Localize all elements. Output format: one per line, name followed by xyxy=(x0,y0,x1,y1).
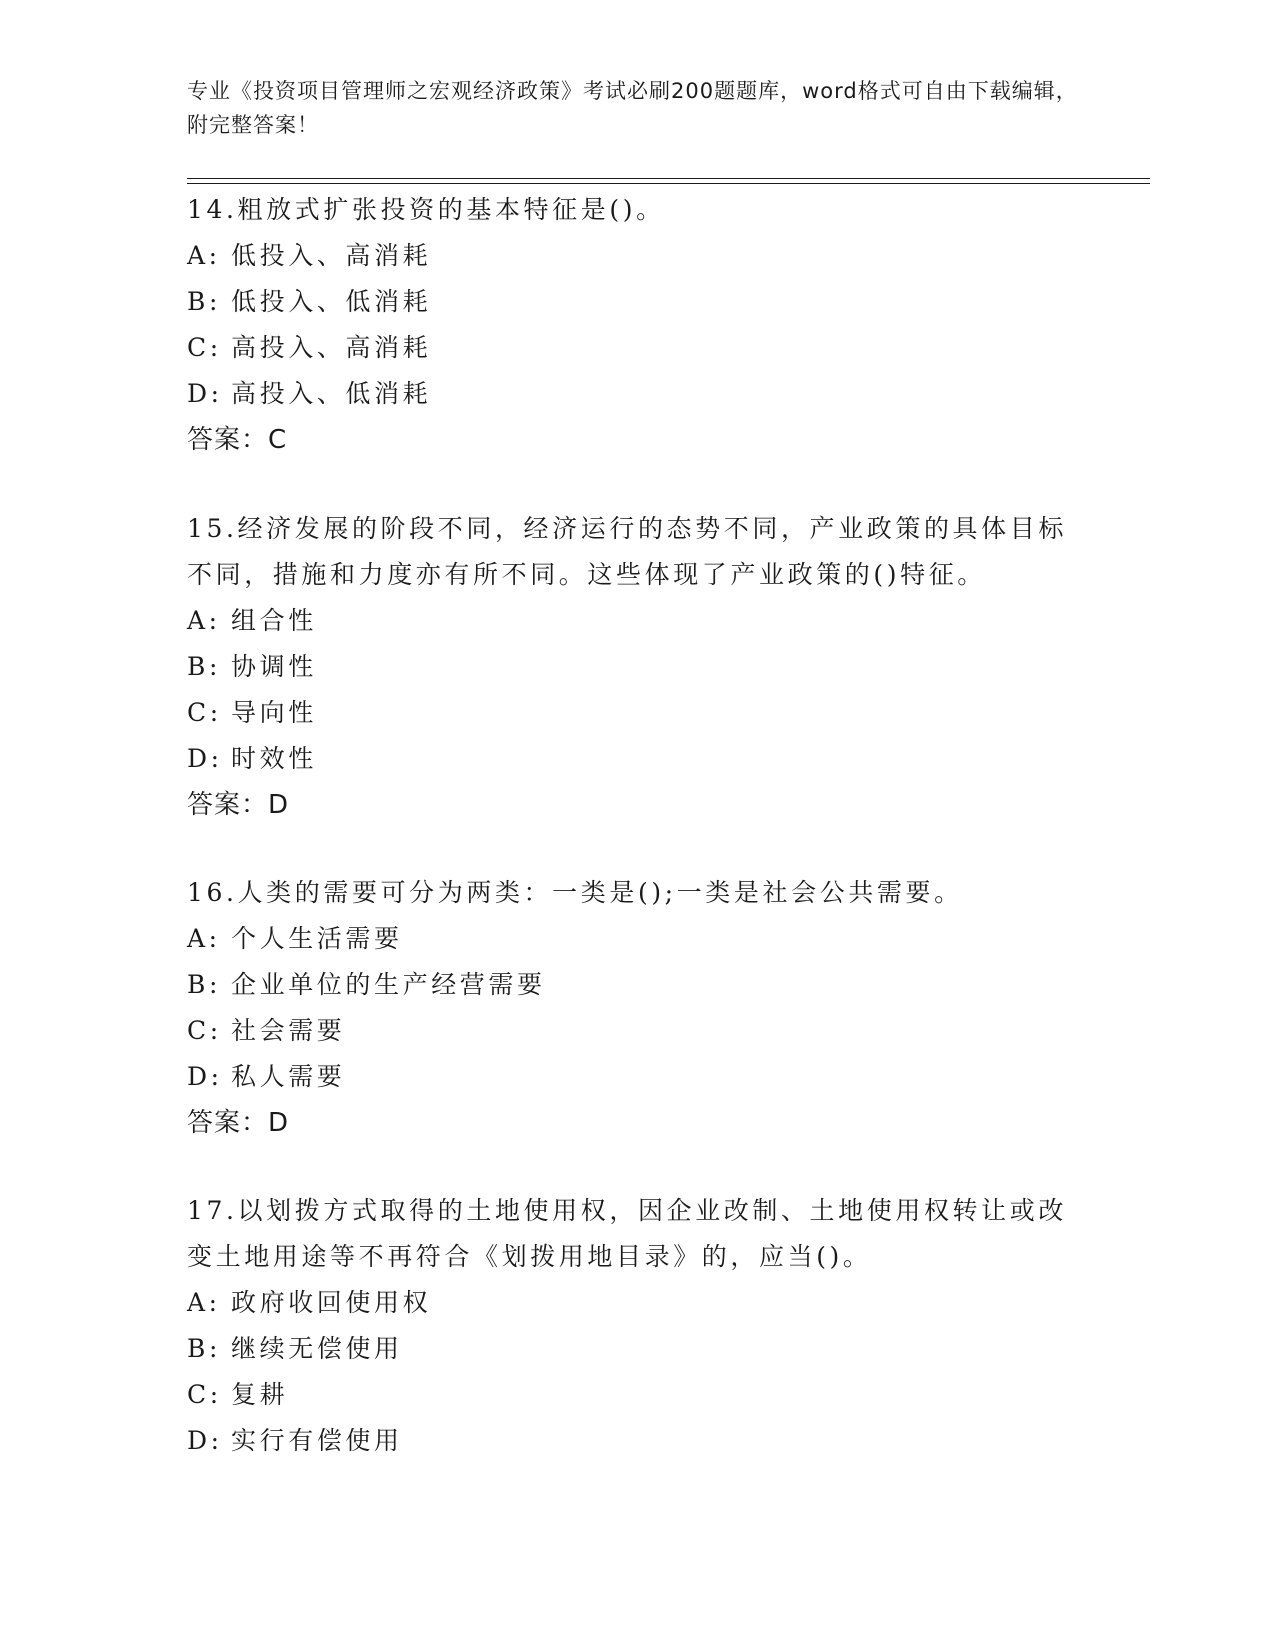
option-letter: A: xyxy=(187,1288,221,1317)
answer-line: 答案：C xyxy=(187,425,288,455)
option-letter: C: xyxy=(187,698,222,727)
option-text: 高投入、低消耗 xyxy=(231,379,432,408)
option-a xyxy=(187,233,1087,279)
option-b xyxy=(187,644,1087,690)
option-d xyxy=(187,1418,1087,1464)
option-d xyxy=(187,1054,1087,1100)
header-note: 专业《投资项目管理师之宏观经济政策》考试必刷200题题库，word格式可自由下载编辑，附完整答案！ xyxy=(187,79,1078,137)
header-divider-bottom xyxy=(187,183,1150,184)
option-letter: A: xyxy=(187,606,221,635)
option-letter: B: xyxy=(187,970,221,999)
option-d xyxy=(187,371,1087,417)
question-15 xyxy=(187,506,1087,828)
question-stem: 15.经济发展的阶段不同，经济运行的态势不同，产业政策的具体目标不同，措施和力度亦有所不同。这些体现了产业政策的()特征。 xyxy=(187,514,1067,589)
option-a xyxy=(187,598,1087,644)
option-letter: D: xyxy=(187,1426,223,1455)
option-letter: B: xyxy=(187,652,221,681)
answer-line: 答案：D xyxy=(187,1108,290,1138)
option-text: 时效性 xyxy=(231,744,317,773)
option-letter: D: xyxy=(187,379,223,408)
option-text: 继续无偿使用 xyxy=(231,1334,403,1363)
option-letter: A: xyxy=(187,241,221,270)
option-text: 私人需要 xyxy=(231,1062,346,1091)
question-14 xyxy=(187,187,1087,463)
option-letter: C: xyxy=(187,333,222,362)
option-letter: B: xyxy=(187,287,221,316)
option-text: 实行有偿使用 xyxy=(231,1426,403,1455)
option-a xyxy=(187,1280,1087,1326)
option-list xyxy=(187,598,1087,782)
option-letter: D: xyxy=(187,744,223,773)
option-letter: C: xyxy=(187,1016,222,1045)
option-list xyxy=(187,916,1087,1100)
option-c xyxy=(187,1372,1087,1418)
option-text: 政府收回使用权 xyxy=(231,1288,432,1317)
question-stem: 16.人类的需要可分为两类：一类是();一类是社会公共需要。 xyxy=(187,878,963,907)
option-letter: B: xyxy=(187,1334,221,1363)
option-text: 个人生活需要 xyxy=(231,924,403,953)
option-list xyxy=(187,233,1087,417)
question-stem: 14.粗放式扩张投资的基本特征是()。 xyxy=(187,195,665,224)
question-16 xyxy=(187,870,1087,1146)
option-text: 高投入、高消耗 xyxy=(231,333,432,362)
option-text: 导向性 xyxy=(231,698,317,727)
question-17 xyxy=(187,1188,1087,1464)
option-text: 协调性 xyxy=(231,652,317,681)
option-b xyxy=(187,279,1087,325)
option-b xyxy=(187,962,1087,1008)
option-text: 低投入、低消耗 xyxy=(231,287,432,316)
option-c xyxy=(187,325,1087,371)
question-stem: 17.以划拨方式取得的土地使用权，因企业改制、土地使用权转让或改变土地用途等不再符合《划拨用地目录》的，应当()。 xyxy=(187,1196,1067,1271)
option-text: 组合性 xyxy=(231,606,317,635)
header-divider-top xyxy=(187,178,1150,179)
option-b xyxy=(187,1326,1087,1372)
option-list xyxy=(187,1280,1087,1464)
option-letter: A: xyxy=(187,924,221,953)
option-letter: D: xyxy=(187,1062,223,1091)
option-text: 低投入、高消耗 xyxy=(231,241,432,270)
option-text: 企业单位的生产经营需要 xyxy=(231,970,546,999)
option-text: 社会需要 xyxy=(231,1016,346,1045)
option-c xyxy=(187,1008,1087,1054)
option-c xyxy=(187,690,1087,736)
option-text: 复耕 xyxy=(231,1380,289,1409)
option-a xyxy=(187,916,1087,962)
option-letter: C: xyxy=(187,1380,222,1409)
answer-line: 答案：D xyxy=(187,790,290,820)
option-d xyxy=(187,736,1087,782)
